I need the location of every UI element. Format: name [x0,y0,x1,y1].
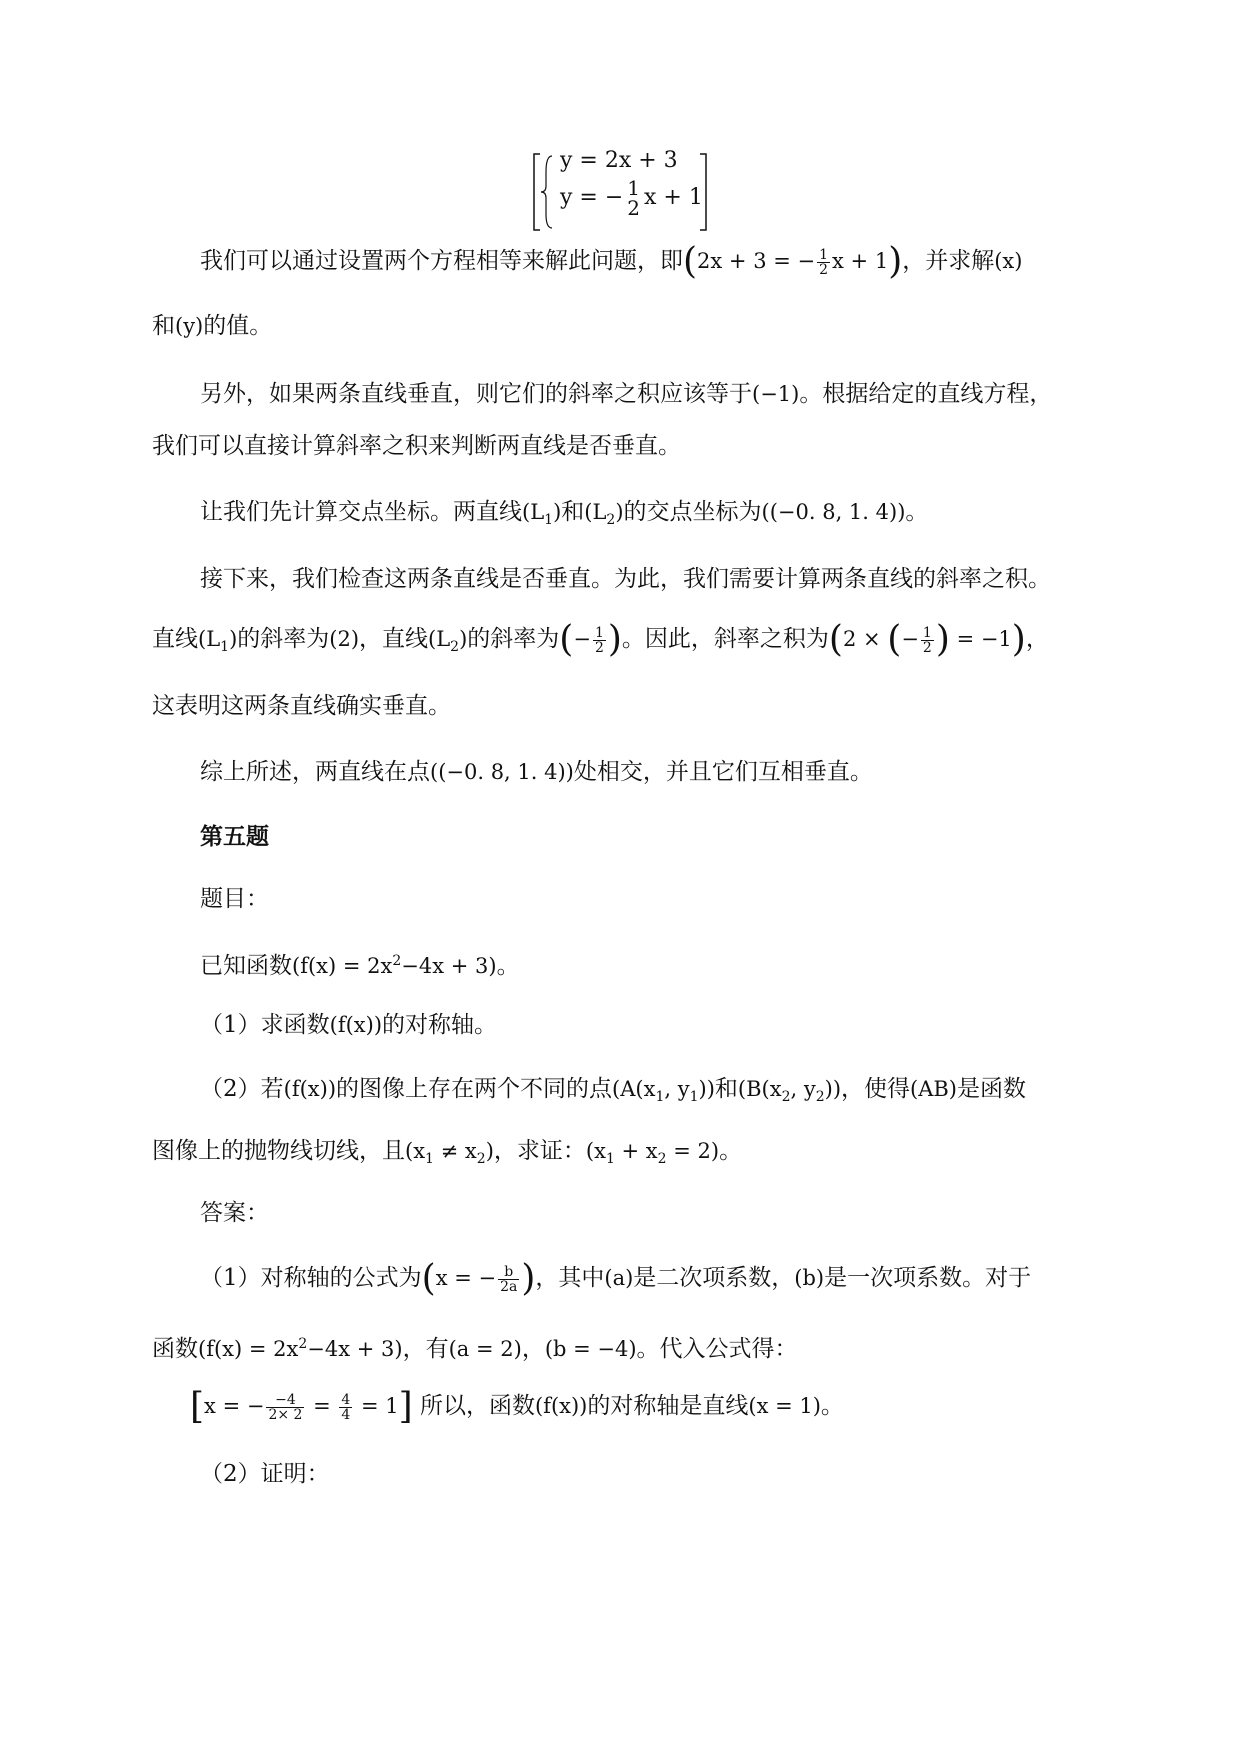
section-heading: 第五题 [200,824,269,850]
math-part: (x [585,1139,606,1163]
frac-den: 2 [627,196,641,220]
text: 。 [496,953,520,979]
fraction [817,248,830,277]
text: 。 [820,1393,844,1419]
paren: ) [607,619,622,660]
paren: ( [421,1258,436,1299]
text: 是函数 [957,1076,1026,1102]
math-part: (f(x) = 2x [292,954,393,978]
math-part: ) [615,500,624,524]
math: (x) [994,249,1023,273]
row2-left: y = − [560,185,624,210]
math: (y) [175,314,204,338]
paragraph-3 [200,496,928,536]
row2-right: x + 1 [644,185,703,210]
text: （1）求函数 [200,1012,330,1038]
paren: ( [887,619,902,660]
question-label: 题目： [200,886,269,912]
math: (−1) [752,382,800,406]
text: 综上所述，两直线在点 [200,759,430,785]
text: 已知函数 [200,953,292,979]
subscript: 2 [450,639,460,656]
frac-num: 4 [341,1391,351,1408]
paragraph-5 [200,756,873,788]
text: ，使得 [841,1076,911,1102]
math-part: (L [198,627,221,651]
subscript: 2 [657,1151,667,1168]
math: 2x + 3 = − [697,249,816,273]
fraction [593,626,606,655]
math-part: ≠ x [433,1139,477,1163]
math-part: ) [459,627,468,651]
text: 。代入公式得： [636,1336,798,1362]
math-part: ) [485,1139,494,1163]
math [737,1077,842,1106]
superscript: 2 [392,953,402,969]
math-part: , y [790,1077,816,1101]
paragraph-4-line-2 [152,619,1049,663]
text: ，直线 [359,626,429,652]
frac-num: b [498,1265,519,1280]
math: (AB) [910,1077,957,1101]
math: = 1 [354,1394,399,1418]
question-function [200,945,520,982]
text: 另外，如果两条直线垂直，则它们的斜率之积应该等于 [200,381,752,407]
question-part-2-line-1 [200,1073,1026,1113]
frac-den: 2a [500,1278,518,1295]
text: 的对称轴是直线 [587,1393,749,1419]
subscript: 1 [544,512,554,529]
text: 。 [905,499,929,525]
paragraph-4-line-1: 接下来，我们检查这两条直线是否垂直。为此，我们需要计算两条直线的斜率之积。 [200,566,1051,592]
fraction [498,1265,519,1294]
subscript: 1 [655,1089,665,1106]
text: 所以，函数 [412,1393,535,1419]
math-part: (x [405,1139,426,1163]
math: (f(x)) [534,1394,588,1418]
answer-part-1-line-1 [200,1258,1032,1299]
fraction [625,178,642,218]
paren: ) [1011,619,1026,660]
fraction [921,626,934,655]
text: 的图像上存在两个不同的点 [336,1076,613,1102]
math: (b) [794,1266,825,1290]
math-part: )) [698,1077,715,1101]
frac-den: 2 [922,639,932,656]
text: 。 [719,1138,743,1164]
math [198,1337,403,1361]
frac-num: 1 [627,176,641,200]
math-part: = 2) [666,1139,720,1163]
text: ，有 [402,1336,449,1362]
text: 的值。 [203,313,273,339]
math: = [306,1394,338,1418]
paren: ( [828,619,843,660]
math: − [901,627,919,651]
answer-part-2: （2）证明： [200,1461,330,1487]
subscript: 2 [815,1089,825,1106]
answer-label: 答案： [200,1200,269,1226]
frac-num: 1 [922,624,932,641]
system-row-1: y = 2x + 3 [560,148,678,173]
subscript: 2 [606,512,616,529]
math: (b = −4) [544,1337,637,1361]
text: ，其中 [535,1265,605,1291]
text: 是一次项系数。对于 [824,1265,1032,1291]
math-part: (L [522,500,545,524]
math [522,500,562,529]
text: 和 [714,1076,738,1102]
math [584,500,624,529]
question-part-1 [200,1009,497,1041]
math: 2 × [842,627,888,651]
math: (x = 1) [748,1394,821,1418]
subscript: 1 [689,1089,699,1106]
paragraph-1-line-2 [152,310,272,342]
math [198,627,238,656]
frac-den: 2× 2 [268,1406,303,1423]
math-part: (L [584,500,607,524]
text: 和 [152,313,175,339]
text: 处相交，并且它们互相垂直。 [573,759,873,785]
math: (a = 2) [448,1337,522,1361]
math: x = − [204,1394,265,1418]
superscript: 2 [298,1336,308,1352]
text: ， [1025,626,1049,652]
paragraph-1-line-1 [200,241,1023,282]
answer-part-1-line-2 [152,1328,798,1365]
frac-den: 4 [341,1406,351,1423]
paren: ) [888,241,903,282]
text: （1）对称轴的公式为 [200,1265,422,1291]
paren: ( [683,241,698,282]
subscript: 2 [476,1151,486,1168]
text: 函数 [152,1336,198,1362]
math [428,627,468,656]
fraction [339,1393,352,1422]
bracket: [ [190,1386,205,1427]
math [612,1077,715,1106]
math-part: , y [664,1077,690,1101]
math: (f(x)) [283,1077,337,1101]
frac-num: 1 [594,624,604,641]
math: (2) [329,627,360,651]
math-part: (f(x) = 2x [198,1337,299,1361]
text: 。根据给定的直线方程， [799,381,1053,407]
frac-den: 2 [819,261,829,278]
math: ((−0. 8, 1. 4)) [430,760,574,784]
math: x + 1 [832,249,889,273]
math-part: ) [553,500,562,524]
math-part: + x [614,1139,658,1163]
question-part-2-line-2 [152,1135,742,1175]
math [292,954,497,978]
math-part: (B(x [737,1077,782,1101]
text: ，并求解 [902,248,995,274]
subscript: 2 [781,1089,791,1106]
bracket: ] [398,1386,413,1427]
text: 图像上的抛物线切线，且 [152,1138,405,1164]
math-part: (L [428,627,451,651]
paragraph-2-line-2: 我们可以直接计算斜率之积来判断两直线是否垂直。 [152,433,681,459]
math: = −1 [949,627,1012,651]
text: 让我们先计算交点坐标。两直线 [200,499,522,525]
subscript: 1 [220,639,230,656]
text: 的斜率为 [237,626,330,652]
text: 我们可以通过设置两个方程相等来解此问题，即 [200,248,683,274]
math-part: ) [229,627,238,651]
subscript: 1 [605,1151,615,1168]
text: 是二次项系数， [633,1265,795,1291]
frac-num: −4 [266,1393,304,1408]
math-part: −4x + 3) [307,1337,403,1361]
paren: ( [559,619,574,660]
text: 和 [561,499,585,525]
paragraph-4-line-3: 这表明这两条直线确实垂直。 [152,693,451,719]
math [585,1139,720,1168]
paragraph-2-line-1 [200,378,1052,410]
frac-num: 1 [819,246,829,263]
text: ，求证： [493,1138,586,1164]
text: （2）若 [200,1076,284,1102]
math-part: −4x + 3) [401,954,497,978]
math [405,1139,494,1168]
math-part: )) [824,1077,842,1101]
text: 的交点坐标为 [623,499,762,525]
text: 。因此，斜率之积为 [621,626,829,652]
math: ((−0. 8, 1. 4)) [761,500,906,524]
system-row-2 [560,178,703,218]
paren: ) [935,619,950,660]
text: 的对称轴。 [382,1012,498,1038]
frac-den: 2 [594,639,604,656]
subscript: 1 [425,1151,434,1168]
fraction [266,1393,304,1422]
paren: ) [521,1258,536,1299]
text: 直线 [152,626,198,652]
math-part: (A(x [612,1077,656,1101]
math: (f(x)) [329,1013,383,1037]
answer-part-1-line-3 [190,1386,844,1427]
math: − [573,627,591,651]
text: ， [521,1336,545,1362]
math: (a) [604,1266,634,1290]
math: x = − [435,1266,497,1290]
text: 的斜率为 [467,626,560,652]
